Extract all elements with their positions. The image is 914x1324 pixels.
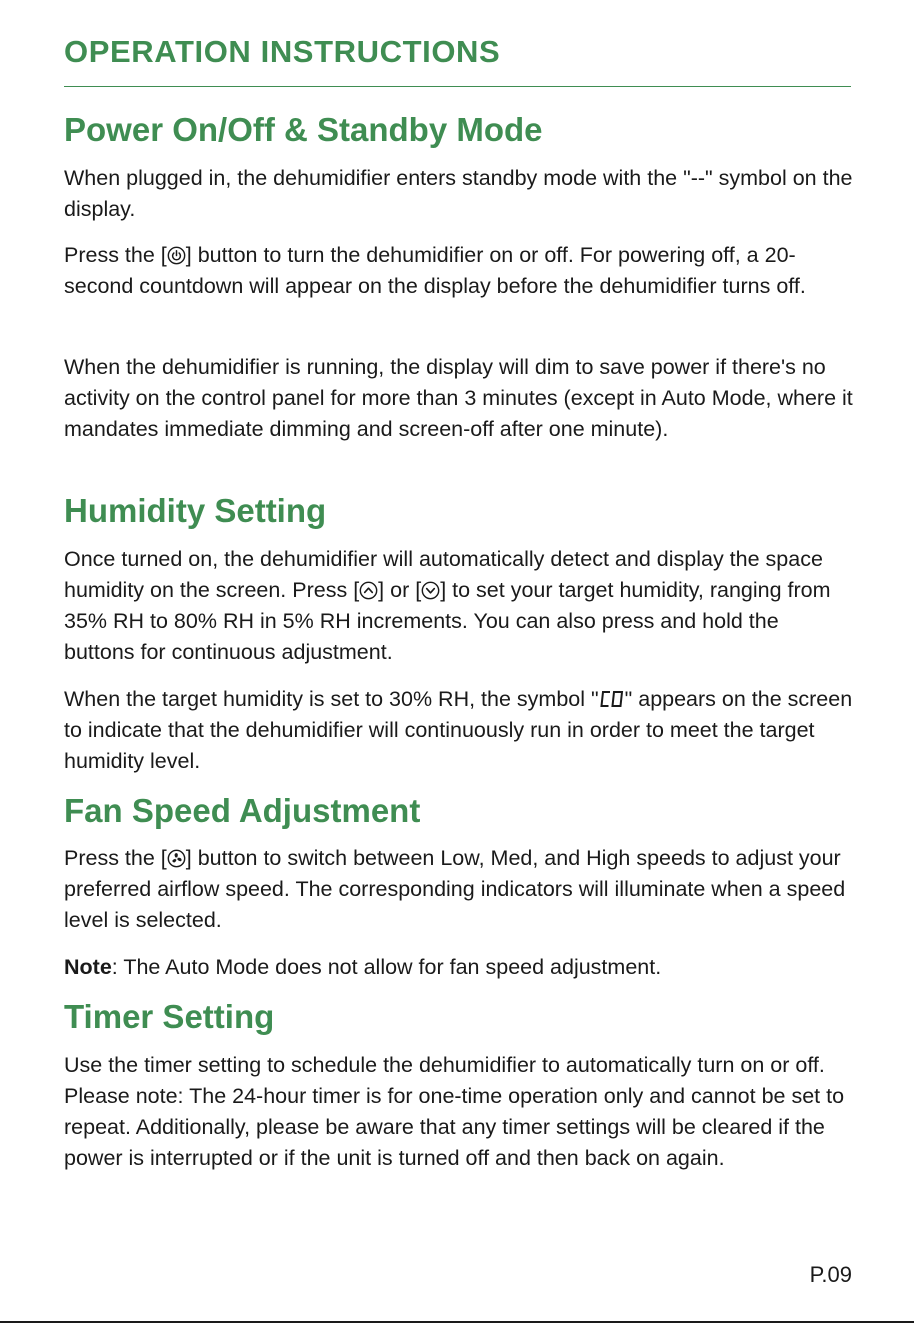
section-title-humidity: Humidity Setting — [64, 492, 327, 529]
fan-note — [64, 952, 854, 983]
text-run: ] button to turn the dehumidifier on or off. For powering off, a 20-second countdown will appear on the display before the dehumidifier turns off. — [64, 243, 806, 298]
text-run: Once turned on, the dehumidifier will automatically detect and display the space humidity on the screen. Press [ — [64, 547, 823, 602]
section-title-power: Power On/Off & Standby Mode — [64, 111, 543, 148]
power-paragraph-button — [64, 240, 854, 302]
chevron-up-circle-icon — [359, 581, 378, 600]
title-divider — [64, 86, 851, 87]
co-display-symbol — [599, 690, 625, 708]
section-title-fan: Fan Speed Adjustment — [64, 792, 421, 829]
section-title-timer: Timer Setting — [64, 998, 275, 1035]
text-run: ] to set your target humidity, ranging from 35% RH to 80% RH in 5% RH increments. You can also press and hold the buttons for continuous adjustment. — [64, 578, 831, 664]
fan-paragraph-speed — [64, 843, 854, 936]
text-run: When the target humidity is set to 30% RH, the symbol " — [64, 687, 599, 711]
page-bottom-border — [0, 1321, 914, 1323]
power-icon — [167, 246, 186, 265]
humidity-paragraph-continuous — [64, 684, 854, 777]
power-paragraph-standby: When plugged in, the dehumidifier enters standby mode with the "--" symbol on the display. — [64, 166, 853, 221]
note-label: Note — [64, 955, 112, 979]
text-run: ] button to switch between Low, Med, and High speeds to adjust your preferred airflow speed. The corresponding indicators will illuminate when a speed level is selected. — [64, 846, 846, 932]
page-title: OPERATION INSTRUCTIONS — [64, 34, 501, 69]
chevron-down-circle-icon — [421, 581, 440, 600]
text-run: Press the [ — [64, 243, 167, 267]
text-run: ] or [ — [378, 578, 422, 602]
note-text: : The Auto Mode does not allow for fan speed adjustment. — [111, 955, 662, 979]
power-paragraph-dimming: When the dehumidifier is running, the display will dim to save power if there's no activity on the control panel for more than 3 minutes (except in Auto Mode, where it mandates immediate dimming and screen-off after one minute). — [64, 355, 853, 441]
humidity-paragraph-target — [64, 544, 854, 668]
timer-paragraph: Use the timer setting to schedule the dehumidifier to automatically turn on or off. Please note: The 24-hour timer is for one-time operation only and cannot be set to repeat. Additionally, please be aware that any timer settings will be cleared if the power is interrupted or if the unit is turned off and then back on again. — [64, 1053, 845, 1170]
page-number: P.09 — [809, 1262, 852, 1287]
text-run: " appears on the screen to indicate that the dehumidifier will continuously run in order to meet the target humidity level. — [64, 687, 853, 773]
text-run: Press the [ — [64, 846, 167, 870]
fan-icon — [167, 849, 186, 868]
